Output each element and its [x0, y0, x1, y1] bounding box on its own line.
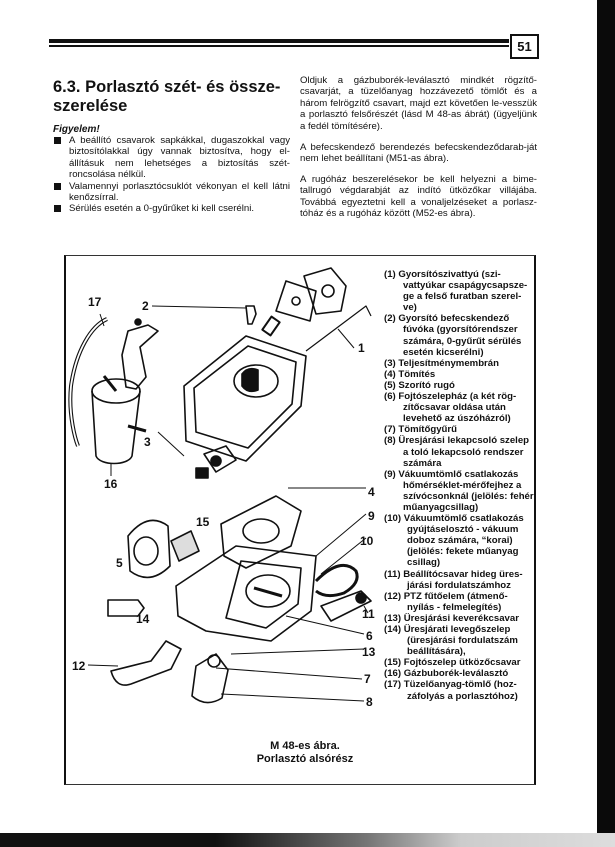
legend-item: (16) Gázbuborék-leválasztó	[384, 668, 509, 680]
legend-item: (17) Tüzelőanyag-tömlő (hoz-záfolyás a porlasztóhoz)	[384, 679, 518, 702]
header-rule	[49, 39, 509, 43]
callout-8: 8	[366, 695, 373, 709]
callout-9: 9	[368, 509, 375, 523]
legend-item: (13) Üresjárási keverékcsavar	[384, 612, 519, 624]
paragraph: Oldjuk a gázbuborék-leválasztó mindkét rögzítő-csavarját, a tüzelőanyag hozzávezető tömlőt és a három felrögzítő csavart, majd ezt követően le-vesszük a porlasztó felsőrészét (lásd M 48-as ábrát) (ügyeljünk a fedél tömítésére).	[300, 75, 537, 132]
legend-item: (6) Fojtószelepház (a két rög-zítőcsavar oldása után levehető az úszóházról)	[384, 391, 517, 425]
callout-12: 12	[72, 659, 86, 673]
callout-15: 15	[196, 515, 210, 529]
bullet-square-icon	[54, 137, 61, 144]
cutoff-valve-part	[192, 654, 228, 703]
callout-2: 2	[142, 299, 149, 313]
caption-title: Porlasztó alsórész	[256, 753, 354, 765]
figure-caption	[215, 740, 395, 766]
callout-14: 14	[136, 612, 150, 626]
callout-13: 13	[362, 645, 376, 659]
bullet-square-icon	[54, 205, 61, 212]
bullet-square-icon	[54, 183, 61, 190]
callout-5: 5	[116, 556, 123, 570]
ptz-heater-part	[111, 641, 181, 685]
parts-legend	[384, 269, 534, 702]
warning-item-text: Sérülés esetén a 0-gyűrűket ki kell cserélni.	[69, 203, 255, 215]
legend-item: (8) Üresjárási lekapcsoló szelep a toló lekapcsoló rendszer számára	[384, 435, 530, 469]
carburetor-exploded-drawing	[66, 256, 384, 716]
fuel-hose-part	[70, 319, 107, 446]
callout-7: 7	[364, 672, 371, 686]
legend-item: (2) Gyorsító befecskendező fúvóka (gyorsítórendszer számára, 0-gyűrűt sérülés esetén kicserélni)	[384, 313, 522, 358]
callout-4: 4	[368, 485, 375, 499]
float-chamber-part	[184, 336, 306, 461]
callout-16: 16	[104, 477, 118, 491]
caption-number: M 48-es ábra.	[270, 740, 340, 752]
warning-item-text: Valamennyi porlasztócsuklót vékonyan el kell látni kenőzsírral.	[69, 180, 290, 204]
callout-11: 11	[362, 607, 375, 621]
gasket-part	[221, 496, 301, 568]
scan-bottom-shadow	[0, 833, 615, 847]
warning-list	[53, 135, 290, 215]
callout-10: 10	[360, 534, 374, 548]
warning-item-text: A beállító csavarok sapkákkal, dugaszokkal vagy biztosítólakkal úgy vannak biztosítva, hogy el-állításuk nem lehetséges a biztosítás szét-roncsolása nélkül.	[69, 135, 290, 181]
warning-item	[53, 135, 290, 181]
paragraph: A rugóház beszerelésekor be kell helyezni a bime-tallrugó végdarabját az indító ütközőkar villájába. Továbbá egyeztetni kell a vonaljelzéseket a porlasz-tóház és a rugóház között (M52-es ábra).	[300, 174, 537, 220]
legend-item: (1) Gyorsítószivattyú (szi-vattyúkar csapágycsapsze-ge a felső furatban szerel-ve)	[384, 269, 528, 314]
warning-title: Figyelem!	[53, 124, 100, 135]
callout-17: 17	[88, 295, 102, 309]
callout-3: 3	[144, 435, 151, 449]
header-rule-thin	[49, 45, 509, 47]
bracket-part	[122, 325, 158, 389]
scan-edge-shadow	[597, 0, 615, 847]
legend-item: (4) Tömítés	[384, 368, 436, 380]
legend-item: (10) Vákuumtömlő csatlakozás gyújtáselosztó - vákuum doboz számára, “korai) (jelölés: fekete műanyag csillag)	[384, 513, 524, 569]
paragraph: A befecskendező berendezés befecskendeződarab-ját nem lehet beállítani (M51-as ábra).	[300, 142, 537, 165]
section-title: 6.3. Porlasztó szét- és össze-szerelése	[53, 78, 281, 115]
legend-item: (12) PTZ fűtőelem (átmenő-nyílás - felmelegítés)	[384, 590, 508, 613]
legend-item: (5) Szorító rugó	[384, 379, 455, 391]
legend-item: (14) Üresjárati levegőszelep (üresjárási fordulatszám beállítására),	[384, 624, 518, 658]
callout-6: 6	[366, 629, 373, 643]
legend-item: (9) Vákuumtömlő csatlakozás hőmérséklet-mérőfejhez a szívócsonknál (jelölés: fehér műanyagcsillag)	[384, 468, 534, 513]
legend-item: (3) Teljesítménymembrán	[384, 357, 499, 369]
pump-cover-part	[276, 281, 316, 321]
warning-item	[53, 181, 290, 204]
legend-item: (7) Tömítőgyűrű	[384, 424, 458, 436]
legend-item: (11) Beállítócsavar hideg üres-járási fordulatszámhoz	[384, 568, 523, 591]
legend-item: (15) Fojtószelep ütközőcsavar	[384, 657, 521, 669]
callout-1: 1	[358, 341, 365, 355]
warning-item	[53, 203, 290, 214]
nozzle-part	[246, 306, 256, 324]
page-number: 51	[510, 34, 539, 59]
